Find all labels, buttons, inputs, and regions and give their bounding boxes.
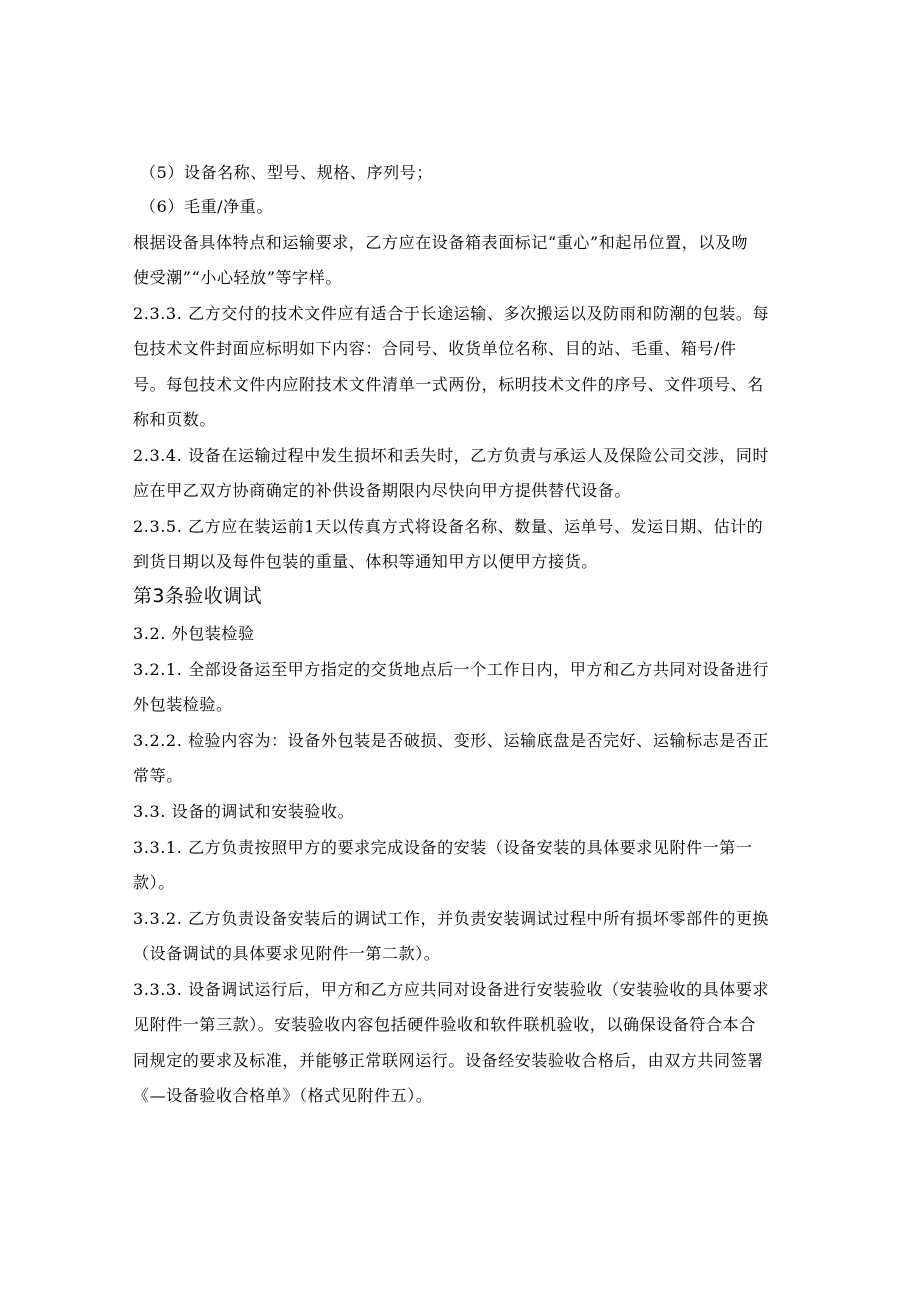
clause-3-2: 3.2. 外包装检验	[133, 624, 255, 643]
list-item-5: （5）设备名称、型号、规格、序列号；	[140, 163, 433, 182]
paragraph-line: 使受潮”“小心轻放”等字样。	[133, 268, 342, 287]
clause-2-3-5: 2.3.5. 乙方应在装运前1天以传真方式将设备名称、数量、运单号、发运日期、估计的	[133, 517, 764, 536]
paragraph-line: 到货日期以及每件包装的重量、体积等通知甲方以便甲方接货。	[133, 552, 598, 571]
paragraph-line: 款）。	[133, 873, 175, 892]
paragraph-line: 号。每包技术文件内应附技术文件清单一式两份，标明技术文件的序号、文件项号、名	[133, 375, 764, 394]
clause-3-3-1: 3.3.1. 乙方负责按照甲方的要求完成设备的安装（设备安装的具体要求见附件一第一	[133, 838, 753, 857]
paragraph-line: 包技术文件封面应标明如下内容：合同号、收货单位名称、目的站、毛重、箱号/件	[133, 339, 737, 358]
clause-3-3-2: 3.3.2. 乙方负责设备安装后的调试工作，并负责安装调试过程中所有损坏零部件的更换	[133, 909, 770, 928]
list-item-6: （6）毛重/净重。	[140, 197, 273, 216]
paragraph-line: 常等。	[133, 766, 183, 785]
paragraph-line: 外包装检验。	[133, 695, 233, 714]
paragraph-line: （设备调试的具体要求见附件一第二款）。	[133, 944, 441, 963]
section-heading: 第3条验收调试	[133, 585, 262, 607]
clause-2-3-3: 2.3.3. 乙方交付的技术文件应有适合于长途运输、多次搬运以及防雨和防潮的包装。每	[133, 304, 770, 323]
clause-3-2-1: 3.2.1. 全部设备运至甲方指定的交货地点后一个工作日内，甲方和乙方共同对设备进行	[133, 660, 770, 679]
paragraph-line: 《—设备验收合格单》（格式见附件五）。	[133, 1086, 433, 1105]
clause-3-3-3: 3.3.3. 设备调试运行后，甲方和乙方应共同对设备进行安装验收（安装验收的具体要求	[133, 980, 770, 999]
paragraph-line: 见附件一第三款）。安装验收内容包括硬件验收和软件联机验收，以确保设备符合本合	[133, 1015, 756, 1034]
paragraph-line: 同规定的要求及标准，并能够正常联网运行。设备经安装验收合格后，由双方共同签署	[133, 1051, 764, 1070]
clause-2-3-4: 2.3.4. 设备在运输过程中发生损坏和丢失时，乙方负责与承运人及保险公司交涉，同时	[133, 446, 770, 465]
paragraph-line: 根据设备具体特点和运输要求，乙方应在设备箱表面标记“重心”和起吊位置，以及吻	[133, 233, 749, 252]
paragraph-line: 称和页数。	[133, 410, 217, 429]
clause-3-2-2: 3.2.2. 检验内容为：设备外包装是否破损、变形、运输底盘是否完好、运输标志是否正	[133, 731, 770, 750]
paragraph-line: 应在甲乙双方协商确定的补供设备期限内尽快向甲方提供替代设备。	[133, 481, 632, 500]
clause-3-3: 3.3. 设备的调试和安装验收。	[133, 802, 355, 821]
